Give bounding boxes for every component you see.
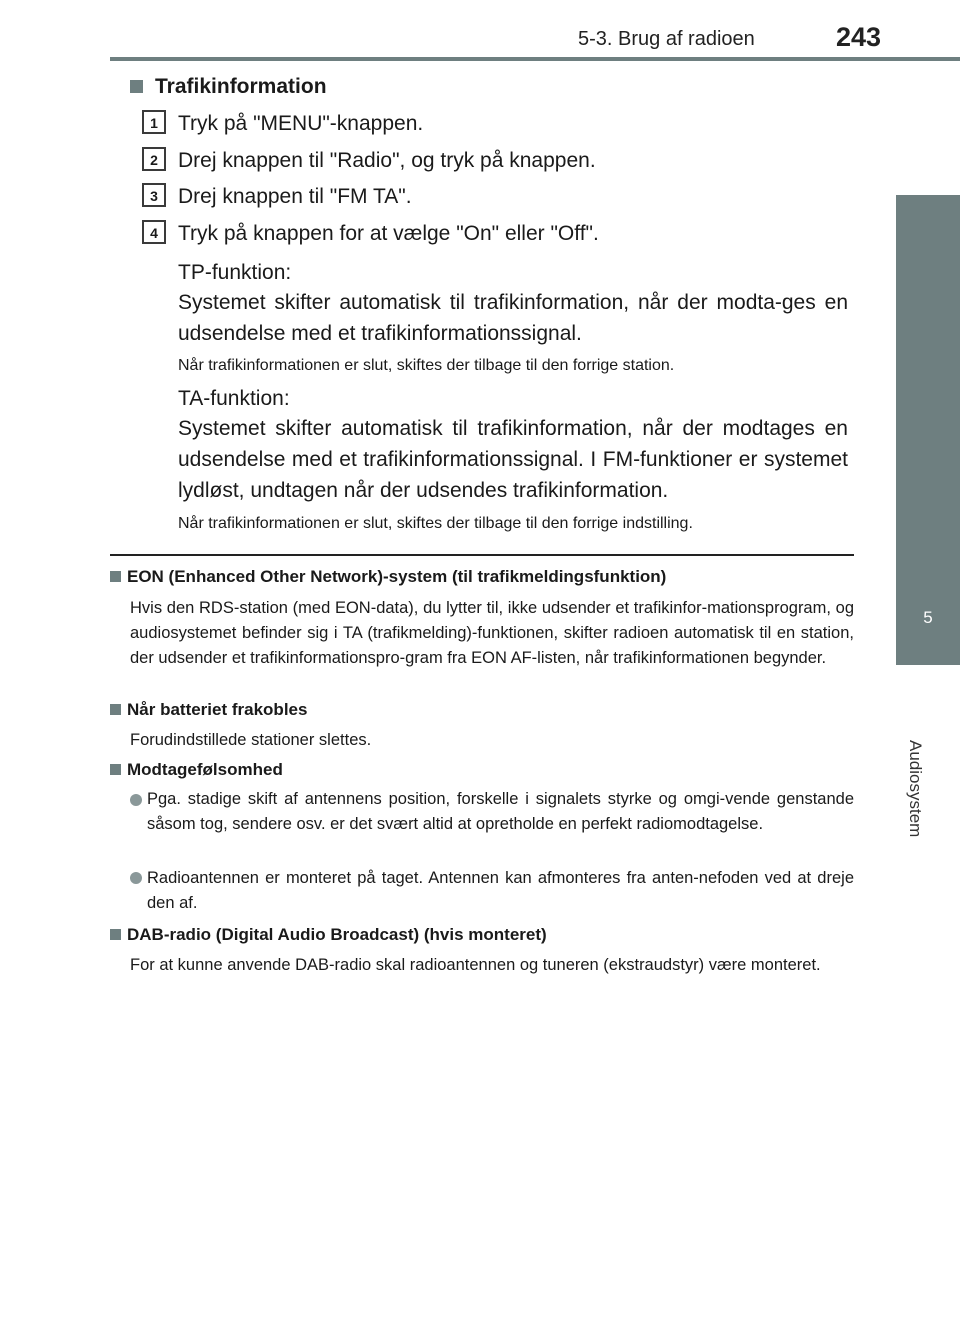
round-bullet-icon (130, 793, 142, 811)
step-number-2: 2 (142, 147, 166, 171)
battery-body: Forudindstillede stationer slettes. (130, 731, 372, 749)
chapter-tab (896, 195, 960, 665)
reception-title: Modtagefølsomhed (127, 760, 283, 779)
header-rule (110, 57, 960, 61)
square-bullet-icon (110, 571, 121, 582)
reception-bullet-2: Radioantennen er monteret på taget. Antennen kan afmonteres fra anten-nefoden ved at dreje den af. (147, 869, 854, 912)
section-title: 5-3. Brug af radioen (578, 28, 755, 50)
dab-heading (110, 925, 547, 945)
square-bullet-icon (130, 80, 143, 93)
round-bullet-icon (130, 871, 142, 889)
dab-body: For at kunne anvende DAB-radio skal radioantennen og tuneren (ekstraudstyr) være monteret. (130, 956, 821, 974)
step-3-text: Drej knappen til "FM TA". (178, 185, 412, 208)
reception-bullet-1: Pga. stadige skift af antennens position, forskelle i signalets styrke og omgi-vende genstande såsom tog, sendere osv. er det svært altid at opretholde en perfekt radiomodtagelse. (147, 790, 854, 833)
dab-title: DAB-radio (Digital Audio Broadcast) (hvis monteret) (127, 925, 547, 944)
reception-heading (110, 760, 283, 780)
traffic-info-title: Trafikinformation (155, 75, 327, 98)
square-bullet-icon (110, 929, 121, 940)
square-bullet-icon (110, 704, 121, 715)
ta-function-text: Systemet skifter automatisk til trafikinformation, når der modtages en udsendelse med et trafikinformationssignal. I FM-funktioner er systemet lydløst, undtagen når der udsendes trafikinformation. (178, 417, 848, 502)
eon-title: EON (Enhanced Other Network)-system (til trafikmeldingsfunktion) (127, 567, 667, 586)
square-bullet-icon (110, 764, 121, 775)
ta-function-note: Når trafikinformationen er slut, skiftes der tilbage til den forrige indstilling. (178, 515, 693, 532)
page-number: 243 (836, 22, 882, 52)
ta-function-label: TA-funktion: (178, 387, 290, 410)
step-4-text: Tryk på knappen for at vælge "On" eller "Off". (178, 222, 599, 245)
chapter-number: 5 (923, 608, 933, 627)
step-number-1: 1 (142, 110, 166, 134)
tp-function-label: TP-funktion: (178, 261, 292, 284)
step-2-text: Drej knappen til "Radio", og tryk på knappen. (178, 149, 596, 172)
eon-heading (110, 567, 666, 587)
battery-heading (110, 700, 307, 720)
traffic-info-heading (130, 75, 327, 99)
step-number-3: 3 (142, 183, 166, 207)
tp-function-text: Systemet skifter automatisk til trafikinformation, når der modta-ges en udsendelse med et trafikinformationssignal. (178, 291, 848, 345)
step-1-text: Tryk på "MENU"-knappen. (178, 112, 424, 135)
battery-title: Når batteriet frakobles (127, 700, 308, 719)
chapter-label: Audiosystem (906, 740, 925, 838)
section-divider (110, 554, 854, 556)
tp-function-note: Når trafikinformationen er slut, skiftes der tilbage til den forrige station. (178, 357, 675, 374)
eon-body: Hvis den RDS-station (med EON-data), du lytter til, ikke udsender et trafikinfor-mationsprogram, og audiosystemet befinder sig i TA (trafikmelding)-funktionen, skifter radioen automatisk til en station, der udsender et trafikinformationspro-gram fra EON AF-listen, når trafikinformationen begynder. (130, 599, 854, 667)
step-number-4: 4 (142, 220, 166, 244)
